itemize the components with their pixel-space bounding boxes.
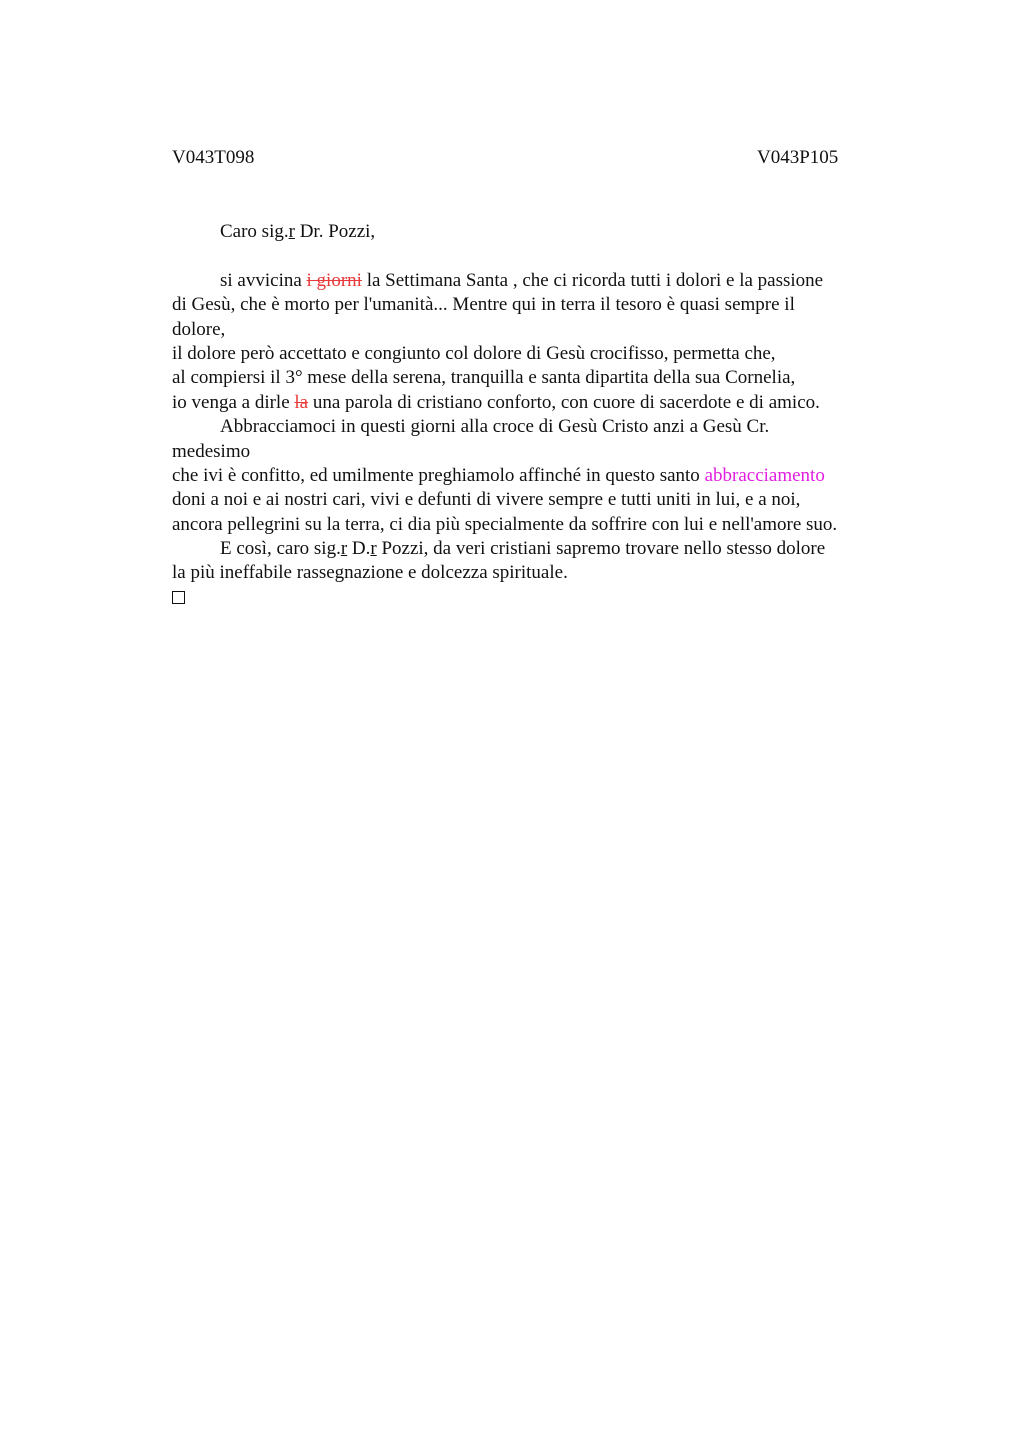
abbrev-underline: r — [340, 538, 348, 560]
abbrev-underline: r — [370, 538, 377, 560]
text-run: la Settimana Santa , che ci ricorda tutti i dolori e la passione — [361, 269, 824, 291]
salutation — [172, 220, 912, 244]
para2-line2: medesimo — [172, 440, 251, 462]
para3-line1 — [172, 537, 912, 561]
para2-line1: Abbracciamoci in questi giorni alla croce di Gesù Cristo anzi a Gesù Cr. — [220, 416, 770, 438]
para2-line3 — [172, 464, 912, 488]
abbrev-underline: r — [288, 221, 295, 242]
text-run: D. — [347, 538, 371, 560]
para2-line4: doni a noi e ai nostri cari, vivi e defunti di vivere sempre e tutti uniti in lui, e a noi, — [172, 489, 801, 511]
text-run: Pozzi, da veri cristiani sapremo trovare nello stesso dolore — [376, 538, 826, 560]
paragraph-gap — [172, 244, 912, 268]
header-right-code: V043P105 — [757, 147, 839, 168]
deleted-text: i giorni — [306, 269, 362, 291]
para1-line3: dolore, — [172, 318, 226, 340]
text-run: che ivi è confitto, ed umilmente preghiamolo affinché in questo santo — [172, 464, 705, 486]
para2-line5: ancora pellegrini su la terra, ci dia più specialmente da soffrire con lui e nell'amore suo. — [172, 513, 838, 535]
text-run: si avvicina — [220, 269, 307, 291]
para1-line6 — [172, 391, 912, 415]
highlighted-text: abbracciamento — [704, 464, 825, 486]
text-run: E così, caro sig. — [220, 538, 341, 560]
para1-line4: il dolore però accettato e congiunto col dolore di Gesù crocifisso, permetta che, — [172, 342, 776, 364]
end-marker — [172, 586, 912, 610]
para1-line2: di Gesù, che è morto per l'umanità... Mentre qui in terra il tesoro è quasi sempre il — [172, 294, 795, 316]
para3-line2: la più ineffabile rassegnazione e dolcezza spirituale. — [172, 562, 568, 584]
letter-body — [172, 220, 912, 610]
salutation-text: Caro sig. — [220, 221, 289, 242]
salutation-name: Dr. Pozzi, — [294, 221, 376, 242]
para1-line1 — [172, 269, 912, 293]
header-left-code: V043T098 — [172, 147, 255, 168]
text-run: una parola di cristiano conforto, con cuore di sacerdote e di amico. — [308, 391, 820, 413]
empty-box-icon — [172, 591, 185, 604]
text-run: io venga a dirle — [172, 391, 295, 413]
deleted-text: la — [294, 391, 309, 413]
para1-line5: al compiersi il 3° mese della serena, tranquilla e santa dipartita della sua Cornelia, — [172, 367, 796, 389]
